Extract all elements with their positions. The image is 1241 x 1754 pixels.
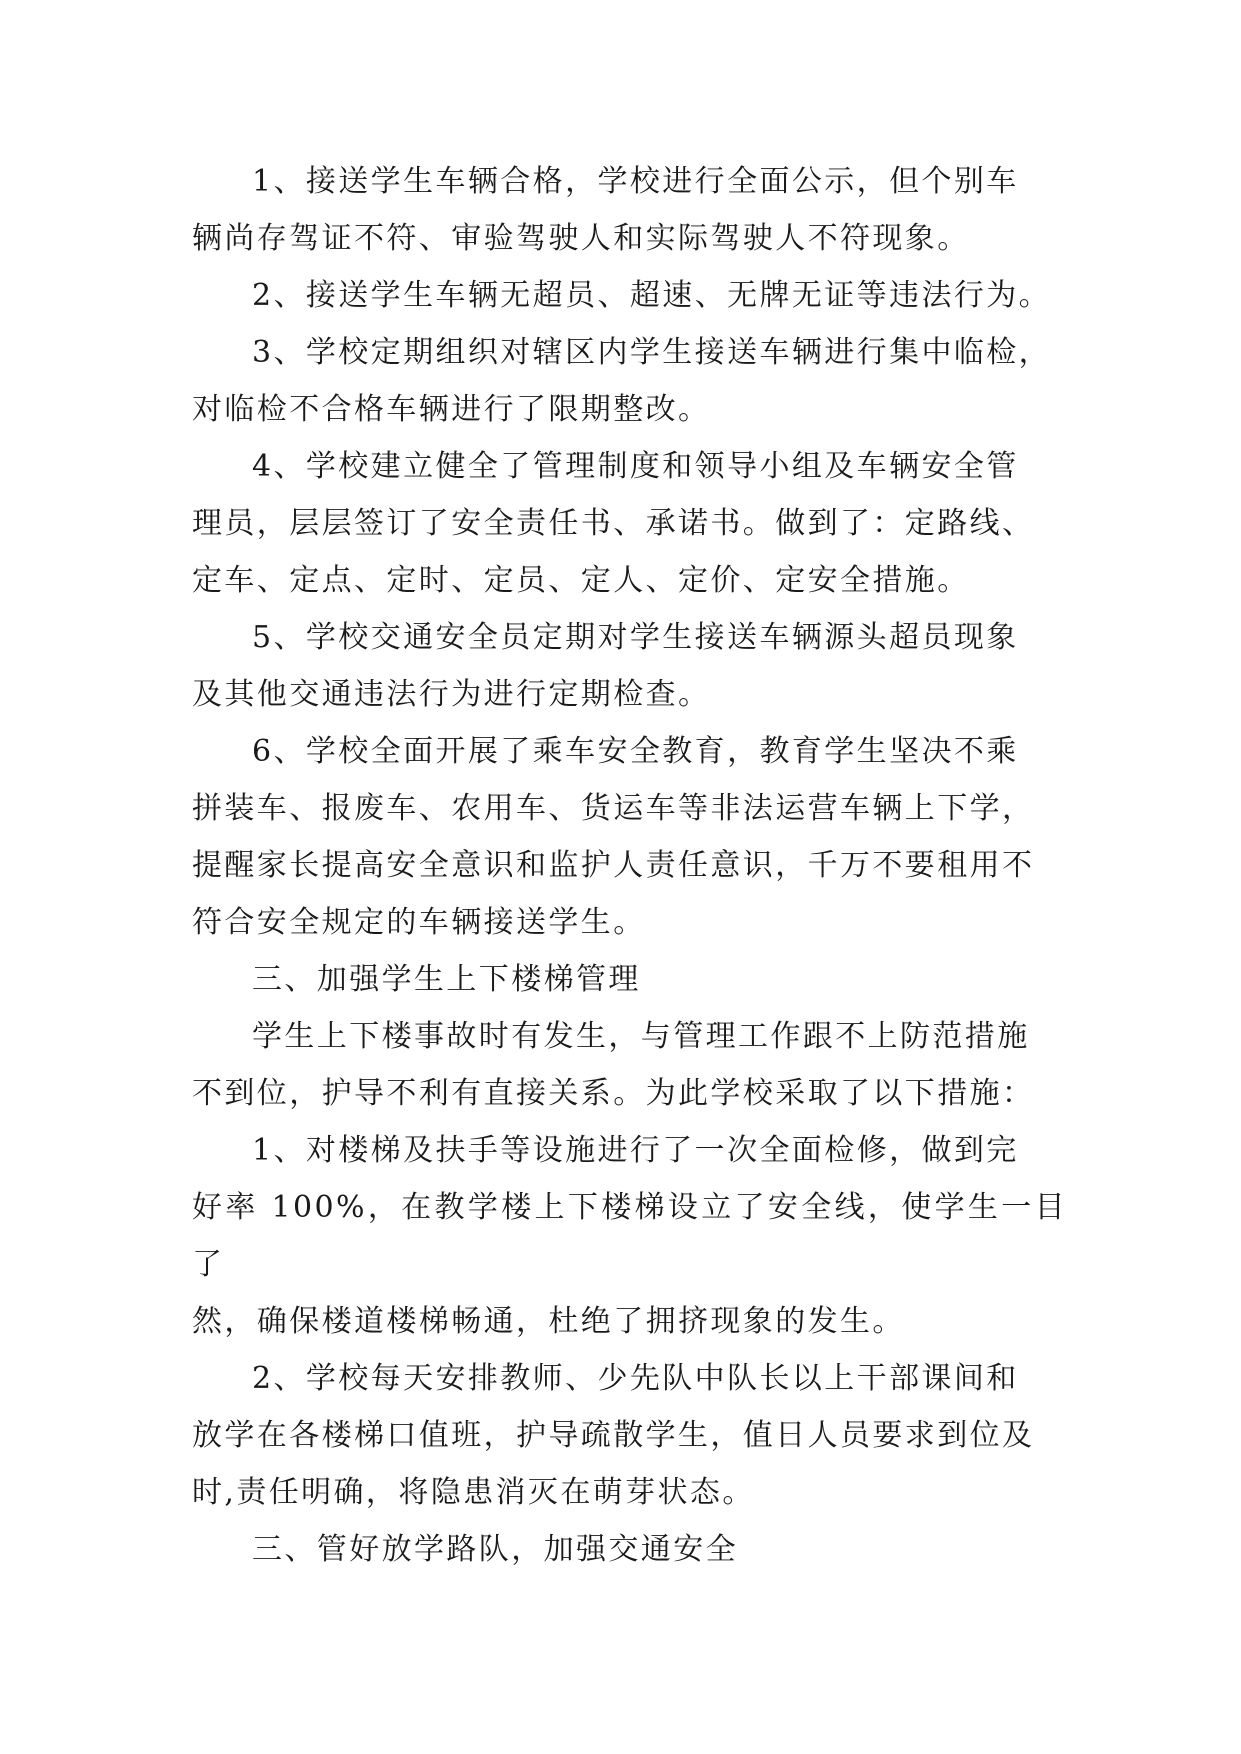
section-heading-stairs — [192, 951, 1067, 1008]
paragraph-line: 2、接送学生车辆无超员、超速、无牌无证等违法行为。 — [252, 278, 1052, 313]
document-body — [192, 153, 1067, 1578]
paragraph-6 — [192, 723, 1067, 951]
paragraph-line: 不到位，护导不利有直接关系。为此学校采取了以下措施： — [192, 1076, 1035, 1111]
paragraph-line: 拼装车、报废车、农用车、货运车等非法运营车辆上下学， — [192, 791, 1035, 826]
paragraph-line: 然，确保楼道楼梯畅通，杜绝了拥挤现象的发生。 — [192, 1304, 905, 1339]
paragraph-line: 1、对楼梯及扶手等设施进行了一次全面检修，做到完 — [252, 1133, 1019, 1168]
paragraph-line: 2、学校每天安排教师、少先队中队长以上干部课间和 — [252, 1361, 1019, 1396]
paragraph-5 — [192, 609, 1067, 723]
paragraph-line: 学生上下楼事故时有发生，与管理工作跟不上防范措施 — [252, 1019, 1030, 1054]
paragraph-line: 辆尚存驾证不符、审验驾驶人和实际驾驶人不符现象。 — [192, 221, 970, 256]
paragraph-line: 4、学校建立健全了管理制度和领导小组及车辆安全管 — [252, 449, 1019, 484]
paragraph-line: 5、学校交通安全员定期对学生接送车辆源头超员现象 — [252, 620, 1019, 655]
paragraph-line: 提醒家长提高安全意识和监护人责任意识，千万不要租用不 — [192, 848, 1035, 883]
paragraph-4 — [192, 438, 1067, 609]
paragraph-9 — [192, 1122, 1067, 1350]
paragraph-2 — [192, 267, 1067, 324]
paragraph-line: 好率 100%，在教学楼上下楼梯设立了安全线，使学生一目了 — [192, 1190, 1067, 1282]
paragraph-line: 符合安全规定的车辆接送学生。 — [192, 905, 646, 940]
paragraph-line: 及其他交通违法行为进行定期检查。 — [192, 677, 711, 712]
paragraph-line: 三、加强学生上下楼梯管理 — [252, 962, 641, 997]
paragraph-8 — [192, 1008, 1067, 1122]
paragraph-line: 1、接送学生车辆合格，学校进行全面公示，但个别车 — [252, 164, 1019, 199]
paragraph-line: 放学在各楼梯口值班，护导疏散学生，值日人员要求到位及 — [192, 1418, 1035, 1453]
paragraph-line: 定车、定点、定时、定员、定人、定价、定安全措施。 — [192, 563, 970, 598]
paragraph-10 — [192, 1350, 1067, 1521]
paragraph-line: 三、管好放学路队，加强交通安全 — [252, 1532, 738, 1567]
paragraph-line: 6、学校全面开展了乘车安全教育，教育学生坚决不乘 — [252, 734, 1019, 769]
paragraph-line: 对临检不合格车辆进行了限期整改。 — [192, 392, 711, 427]
paragraph-3 — [192, 324, 1067, 438]
section-heading-traffic — [192, 1521, 1067, 1578]
paragraph-1 — [192, 153, 1067, 267]
paragraph-line: 时,责任明确，将隐患消灭在萌芽状态。 — [192, 1475, 755, 1510]
paragraph-line: 理员，层层签订了安全责任书、承诺书。做到了：定路线、 — [192, 506, 1035, 541]
paragraph-line: 3、学校定期组织对辖区内学生接送车辆进行集中临检， — [252, 335, 1052, 370]
